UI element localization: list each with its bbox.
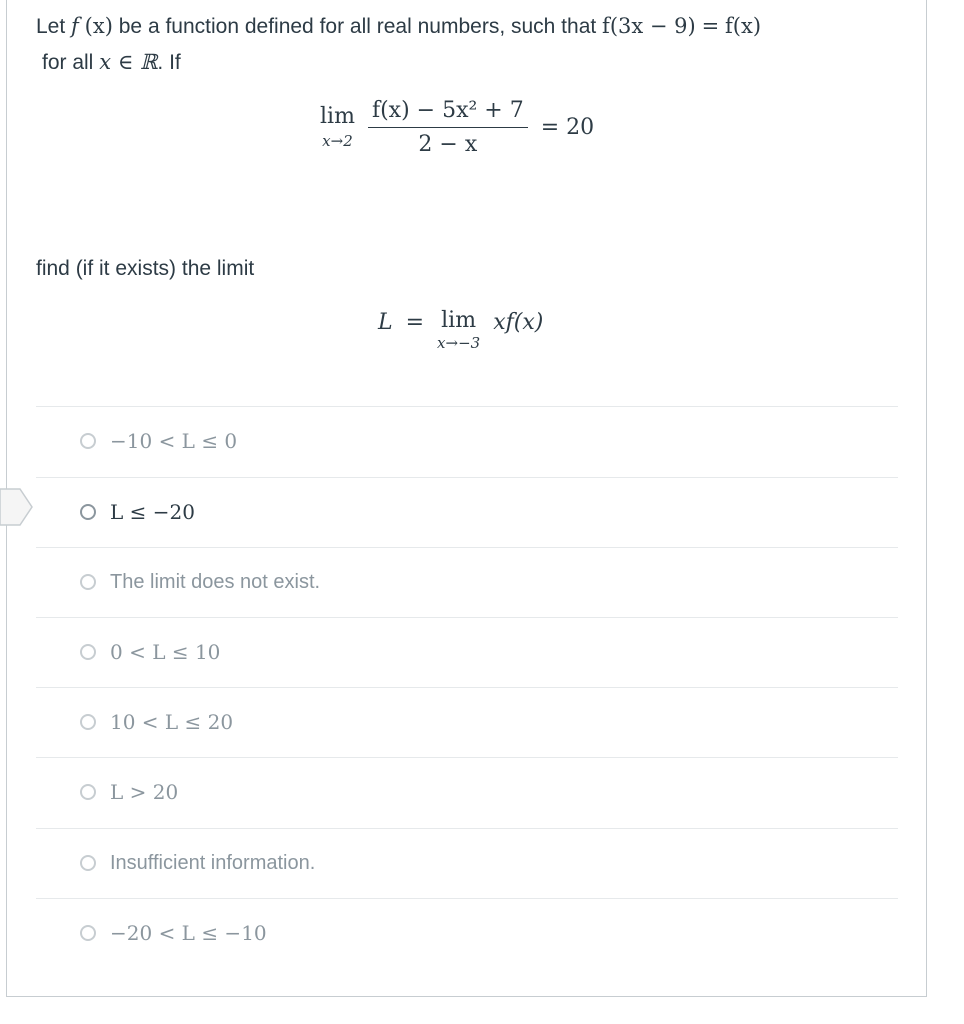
radio-button[interactable] [80, 925, 96, 941]
radio-button[interactable] [80, 855, 96, 871]
answer-divider [36, 547, 898, 548]
answer-label: 10 < L ≤ 20 [110, 710, 234, 734]
question-intro-text: be a function defined for all real numbers, such that [118, 15, 597, 38]
given-limit-result: = 20 [540, 115, 595, 140]
target-limit-subscript: x→−3 [437, 334, 481, 352]
target-limit-expression: xf(x) [493, 310, 544, 335]
radio-button[interactable] [80, 574, 96, 590]
find-limit-text: find (if it exists) the limit [36, 257, 255, 280]
answer-option[interactable] [80, 421, 237, 461]
given-limit-numerator: f(x) − 5x² + 7 [368, 98, 528, 128]
answer-option[interactable] [80, 632, 220, 672]
given-limit-operator [320, 106, 355, 149]
answer-divider [36, 898, 898, 899]
radio-button[interactable] [80, 714, 96, 730]
radio-button[interactable] [80, 784, 96, 800]
answer-option[interactable] [80, 562, 320, 602]
question-functional-eq-right: f(x) [725, 14, 762, 38]
answer-option[interactable] [80, 492, 195, 532]
answer-option[interactable] [80, 913, 267, 953]
question-functional-eq-left: f(3x − 9) [602, 14, 696, 38]
question-f-symbol: f [71, 14, 79, 38]
question-intro-line-2 [42, 50, 181, 75]
given-limit-equation [320, 98, 594, 157]
answer-label: The limit does not exist. [110, 570, 321, 593]
answer-label: Insufficient information. [110, 851, 316, 874]
question-x-paren: (x) [84, 14, 113, 38]
answer-divider [36, 757, 898, 758]
target-limit-lim: lim [441, 308, 477, 333]
answer-label: −10 < L ≤ 0 [110, 429, 238, 453]
answer-option[interactable] [80, 702, 233, 742]
given-limit-lim: lim [320, 104, 355, 129]
question-functional-eq-sign: = [701, 14, 720, 38]
answer-divider [36, 477, 898, 478]
target-limit-L: L [378, 310, 393, 335]
question-let: Let [36, 15, 66, 38]
answer-option[interactable] [80, 772, 178, 812]
given-limit-denominator: 2 − x [418, 132, 478, 157]
given-limit-subscript: x→2 [322, 132, 353, 150]
answer-divider [36, 617, 898, 618]
target-limit-operator [437, 310, 480, 351]
answer-divider [36, 687, 898, 688]
answer-divider [36, 828, 898, 829]
target-limit-equation [378, 310, 543, 351]
question-if: . If [157, 51, 181, 74]
question-for-all: for all [42, 51, 94, 74]
radio-button[interactable] [80, 644, 96, 660]
answer-label: 0 < L ≤ 10 [110, 640, 221, 664]
answer-label: −20 < L ≤ −10 [110, 921, 267, 945]
answer-option[interactable] [80, 843, 315, 883]
question-domain: x ∈ ℝ [99, 50, 158, 74]
question-intro-line-1 [36, 14, 761, 39]
selected-answer-arrow-icon [0, 487, 34, 527]
answer-label: L > 20 [110, 780, 179, 804]
answer-divider [36, 406, 898, 407]
radio-button[interactable] [80, 433, 96, 449]
radio-button[interactable] [80, 504, 96, 520]
answer-label: L ≤ −20 [110, 500, 195, 524]
given-limit-fraction [368, 98, 528, 157]
target-limit-eq: = [405, 310, 425, 335]
